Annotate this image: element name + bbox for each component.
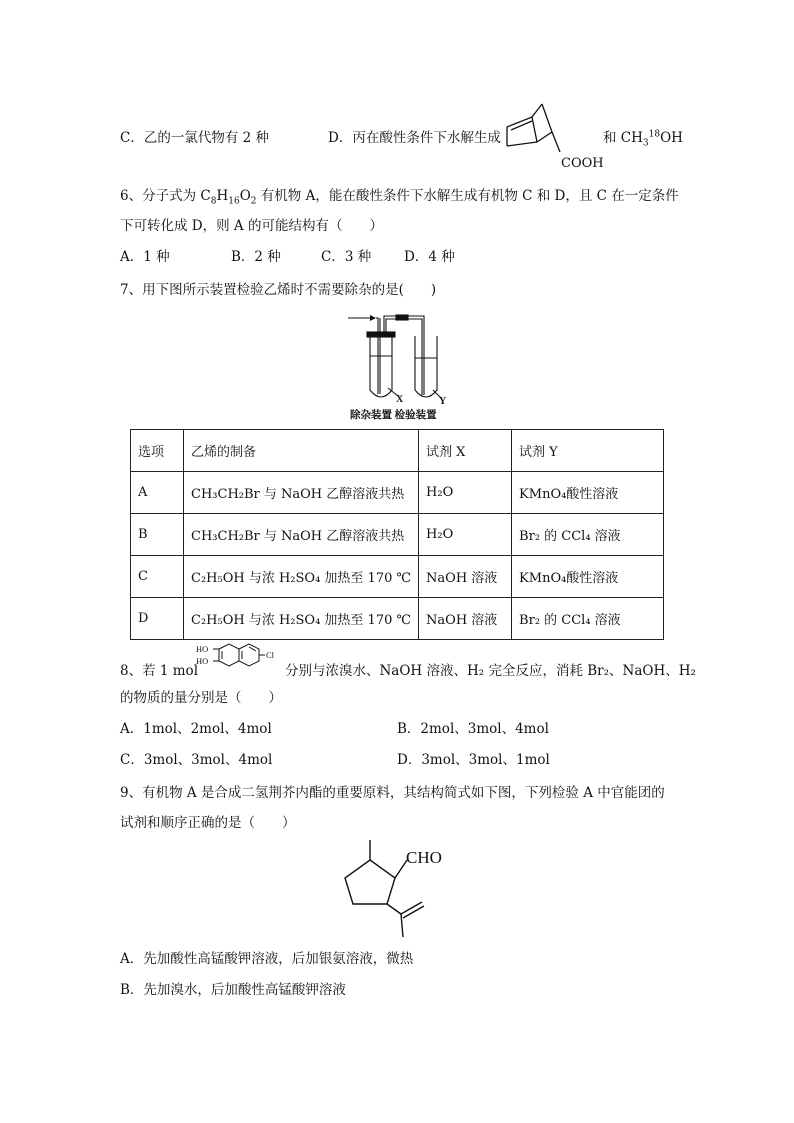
fig-label-y: Y <box>439 396 447 407</box>
cell-preparation: CH₃CH₂Br 与 NaOH 乙醇溶液共热 <box>184 514 419 556</box>
q6-stem-line1 <box>120 187 679 205</box>
q6-t1: 6、分子式为 C <box>120 188 211 204</box>
table-header-row <box>131 430 664 472</box>
q6-t3: O <box>239 188 251 204</box>
cell-option: B <box>131 514 184 556</box>
q9-option-b: B．先加溴水，后加酸性高锰酸钾溶液 <box>120 982 346 998</box>
q8-option-c: C．3mol、3mol、4mol <box>120 752 273 768</box>
q9-stem-line2: 试剂和顺序正确的是（ ） <box>120 815 296 831</box>
cell-reagent-y: Br₂ 的 CCl₄ 溶液 <box>512 598 664 640</box>
q6-stem-line2: 下可转化成 D，则 A 的可能结构有（ ） <box>120 218 383 234</box>
cell-preparation: CH₃CH₂Br 与 NaOH 乙醇溶液共热 <box>184 472 419 514</box>
table-row <box>131 514 664 556</box>
q8-option-d: D．3mol、3mol、1mol <box>397 752 550 768</box>
cell-reagent-x: NaOH 溶液 <box>419 556 512 598</box>
q7-stem: 7、用下图所示装置检验乙烯时不需要除杂的是( ) <box>120 282 437 298</box>
fig-label-x: X <box>396 394 404 405</box>
q5-option-c: C．乙的一氯代物有 2 种 <box>120 130 270 146</box>
q6-option-a: A．1 种 <box>120 249 170 265</box>
cell-reagent-x: NaOH 溶液 <box>419 598 512 640</box>
q5-cooh-label: COOH <box>561 156 604 171</box>
q5-sub3: 3 <box>642 138 649 149</box>
cell-preparation: C₂H₅OH 与浓 H₂SO₄ 加热至 170 ℃ <box>184 556 419 598</box>
q8-stem-prefix: 8、若 1 mol <box>120 663 199 679</box>
q6-option-c: C．3 种 <box>321 249 372 265</box>
q8-stem-line1: 分别与浓溴水、NaOH 溶液、H₂ 完全反应，消耗 Br₂、NaOH、H₂ <box>285 663 696 679</box>
naphthalene-diol-structure <box>193 641 285 675</box>
q9-option-a: A．先加酸性高锰酸钾溶液，后加银氨溶液，微热 <box>120 951 414 967</box>
cl-label: Cl <box>266 650 275 660</box>
q6-option-d: D．4 种 <box>404 249 455 265</box>
q6-s3: 2 <box>250 196 257 207</box>
q9-stem-line1: 9、有机物 A 是合成二氢荆芥内酯的重要原料，其结构简式如下图，下列检验 A 中官能团的 <box>120 785 665 801</box>
cell-reagent-y: Br₂ 的 CCl₄ 溶液 <box>512 514 664 556</box>
col-option: 选项 <box>131 430 184 472</box>
table-row <box>131 598 664 640</box>
ho-label-2: HO <box>196 656 209 666</box>
q6-t4: 有机物 A，能在酸性条件下水解生成有机物 C 和 D，且 C 在一定条件 <box>256 188 679 204</box>
q5-option-d-text: D．丙在酸性条件下水解生成 <box>328 130 501 146</box>
cell-reagent-x: H₂O <box>419 514 512 556</box>
q6-t2: H <box>216 188 229 204</box>
col-reagent-x: 试剂 X <box>419 430 512 472</box>
table-row <box>131 556 664 598</box>
cell-option: D <box>131 598 184 640</box>
col-preparation: 乙烯的制备 <box>184 430 419 472</box>
ho-label-1: HO <box>196 644 209 654</box>
q8-option-a: A．1mol、2mol、4mol <box>120 721 272 737</box>
table-row <box>131 472 664 514</box>
q6-s2: 16 <box>228 196 240 207</box>
q8-stem-line2: 的物质的量分别是（ ） <box>120 690 282 706</box>
q5-oh: OH <box>660 130 683 146</box>
q6-option-b: B．2 种 <box>231 249 281 265</box>
q5-sup18: 18 <box>648 129 661 140</box>
col-reagent-y: 试剂 Y <box>512 430 664 472</box>
q8-option-b: B．2mol、3mol、4mol <box>397 721 549 737</box>
cell-reagent-x: H₂O <box>419 472 512 514</box>
q6-s1: 8 <box>210 196 217 207</box>
q5-option-d-product <box>603 129 683 147</box>
apparatus-diagram <box>340 308 460 420</box>
cell-reagent-y: KMnO₄酸性溶液 <box>512 472 664 514</box>
reagent-table <box>130 429 664 640</box>
cell-reagent-y: KMnO₄酸性溶液 <box>512 556 664 598</box>
cho-label: CHO <box>406 848 442 867</box>
cyclopentane-aldehyde-structure <box>335 838 465 943</box>
cell-preparation: C₂H₅OH 与浓 H₂SO₄ 加热至 170 ℃ <box>184 598 419 640</box>
fig-caption: 除杂装置 检验装置 <box>350 410 437 420</box>
cell-option: C <box>131 556 184 598</box>
cell-option: A <box>131 472 184 514</box>
q5-and-ch: 和 CH <box>603 130 643 146</box>
